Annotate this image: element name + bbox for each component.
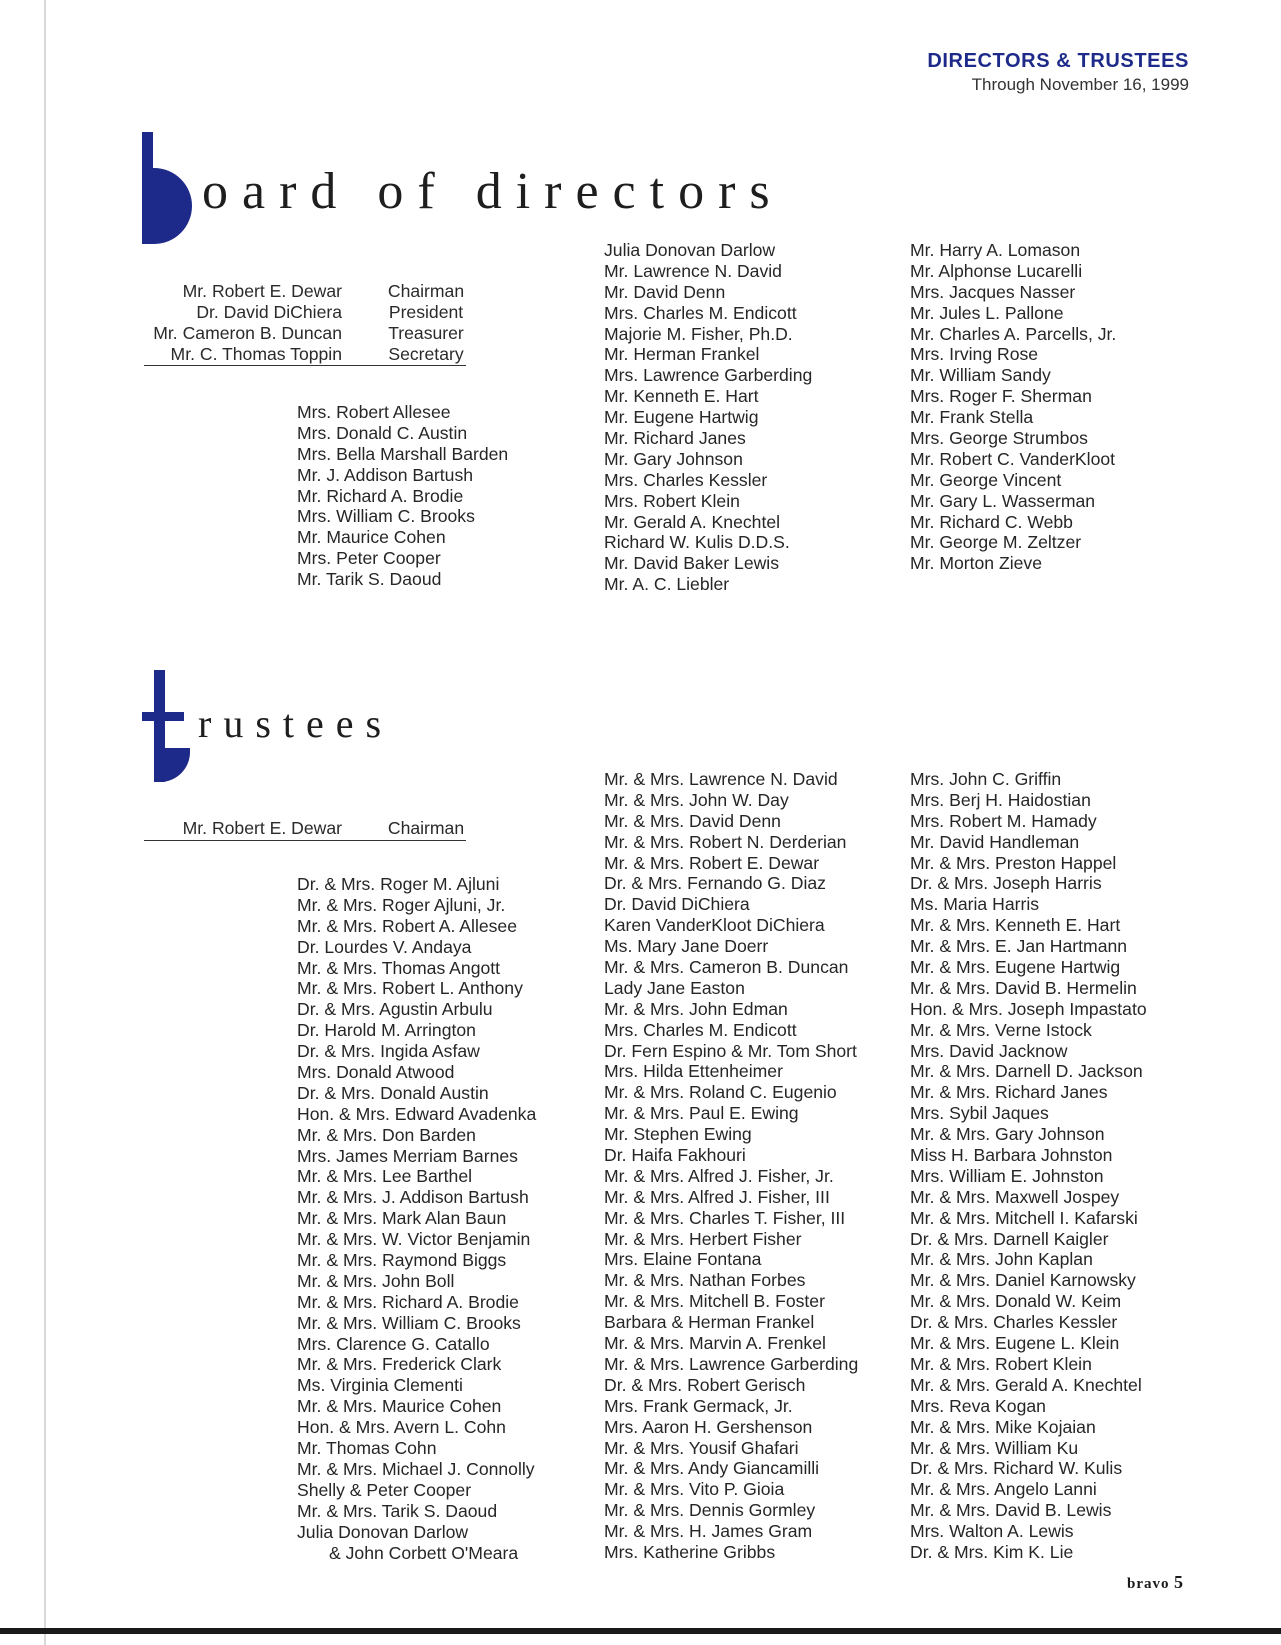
officer-name: Mr. Cameron B. Duncan xyxy=(153,323,342,343)
name-entry: Mr. & Mrs. David B. Lewis xyxy=(910,1500,1112,1521)
name-entry: Mr. & Mrs. Tarik S. Daoud xyxy=(297,1500,498,1521)
name-entry: Mrs. Charles Kessler xyxy=(604,469,768,490)
name-entry: Mrs. Jacques Nasser xyxy=(910,281,1076,302)
chair-divider xyxy=(144,840,466,841)
trustees-initial-crossbar xyxy=(142,712,184,721)
name-entry: Hon. & Mrs. Joseph Impastato xyxy=(910,998,1147,1019)
name-entry: Mrs. Peter Cooper xyxy=(297,548,441,569)
name-entry: Mr. Robert C. VanderKloot xyxy=(910,448,1116,469)
name-entry: Mrs. James Merriam Barnes xyxy=(297,1145,518,1166)
name-entry: Mrs. David Jacknow xyxy=(910,1040,1068,1061)
name-entry: Mr. & Mrs. Eugene Hartwig xyxy=(910,957,1121,978)
name-entry: Mrs. Aaron H. Gershenson xyxy=(604,1416,813,1437)
name-entry: Mrs. Charles M. Endicott xyxy=(604,302,797,323)
name-entry: Mr. & Mrs. Mitchell B. Foster xyxy=(604,1291,825,1312)
trustees-initial-tail xyxy=(154,748,190,782)
name-entry: Mr. & Mrs. Lee Barthel xyxy=(297,1166,473,1187)
name-entry: Mrs. Robert Klein xyxy=(604,490,740,511)
officer-title: President xyxy=(388,302,464,322)
board-list-column-2 xyxy=(604,240,812,595)
name-entry: Mr. & Mrs. John Kaplan xyxy=(910,1249,1093,1270)
officer-row xyxy=(144,302,476,323)
name-entry: Mrs. Hilda Ettenheimer xyxy=(604,1061,783,1082)
officer-row xyxy=(144,281,476,302)
name-entry: Mr. & Mrs. Herbert Fisher xyxy=(604,1228,802,1249)
name-entry: Mr. & Mrs. Robert A. Allesee xyxy=(297,915,517,936)
name-entry: Mr. George M. Zeltzer xyxy=(910,532,1082,553)
chair-row xyxy=(144,818,476,839)
name-entry: Mrs. Elaine Fontana xyxy=(604,1249,762,1270)
name-entry: Mr. & Mrs. Verne Istock xyxy=(910,1019,1092,1040)
name-entry: Hon. & Mrs. Avern L. Cohn xyxy=(297,1417,506,1438)
page-footer xyxy=(1127,1572,1183,1593)
name-entry: Mr. & Mrs. Lawrence N. David xyxy=(604,769,838,789)
name-entry: Mrs. Reva Kogan xyxy=(910,1395,1046,1416)
name-entry: Mr. & Mrs. Mike Kojaian xyxy=(910,1416,1096,1437)
name-entry: Barbara & Herman Frankel xyxy=(604,1312,815,1333)
name-entry: Mr. & Mrs. Raymond Biggs xyxy=(297,1250,507,1271)
name-entry: Mr. & Mrs. Michael J. Connolly xyxy=(297,1458,535,1479)
name-entry: Majorie M. Fisher, Ph.D. xyxy=(604,323,793,344)
name-entry: Mr. & Mrs. Thomas Angott xyxy=(297,957,501,978)
name-entry: Dr. & Mrs. Robert Gerisch xyxy=(604,1374,806,1395)
name-entry: Mr. George Vincent xyxy=(910,469,1062,490)
name-entry: Mrs. Robert M. Hamady xyxy=(910,810,1097,831)
trustees-heading-rest: rustees xyxy=(198,701,394,746)
name-entry: Mr. & Mrs. Eugene L. Klein xyxy=(910,1333,1120,1354)
name-entry: Mr. David Denn xyxy=(604,281,726,302)
name-entry: Mr. & Mrs. Alfred J. Fisher, III xyxy=(604,1186,830,1207)
name-entry: Mr. J. Addison Bartush xyxy=(297,464,474,485)
name-entry: Mr. Tarik S. Daoud xyxy=(297,569,442,590)
trustees-chair xyxy=(144,818,476,839)
name-entry: Lady Jane Easton xyxy=(604,977,745,998)
name-entry: Mrs. Irving Rose xyxy=(910,344,1039,365)
name-entry: Mr. & Mrs. Robert L. Anthony xyxy=(297,978,523,999)
header-subtitle: Through November 16, 1999 xyxy=(971,75,1189,94)
name-entry: Ms. Maria Harris xyxy=(910,894,1040,915)
name-entry: Dr. & Mrs. Darnell Kaigler xyxy=(910,1228,1109,1249)
officer-name: Dr. David DiChiera xyxy=(196,302,342,322)
chair-title: Chairman xyxy=(387,818,465,838)
name-entry: Julia Donovan Darlow xyxy=(297,1521,469,1542)
name-entry: Mrs. Donald Atwood xyxy=(297,1062,455,1083)
name-entry: Mr. & Mrs. John W. Day xyxy=(604,789,789,810)
name-entry: Mr. Richard C. Webb xyxy=(910,511,1073,532)
trustees-heading xyxy=(140,668,480,788)
name-entry: Mrs. Katherine Gribbs xyxy=(604,1541,776,1562)
bottom-rule xyxy=(0,1628,1281,1634)
trustees-list-column-1 xyxy=(297,874,536,1563)
name-entry: Julia Donovan Darlow xyxy=(604,240,776,260)
officer-title: Treasurer xyxy=(388,323,464,343)
name-entry: Shelly & Peter Cooper xyxy=(297,1479,472,1500)
name-entry: Mr. & Mrs. W. Victor Benjamin xyxy=(297,1229,531,1250)
name-entry: Mr. & Mrs. Richard A. Brodie xyxy=(297,1291,519,1312)
name-entry: Mr. & Mrs. Marvin A. Frenkel xyxy=(604,1333,826,1354)
chair-name: Mr. Robert E. Dewar xyxy=(182,818,342,838)
name-entry: Dr. & Mrs. Kim K. Lie xyxy=(910,1541,1074,1562)
name-entry: Mrs. Clarence G. Catallo xyxy=(297,1333,490,1354)
board-heading xyxy=(140,130,820,250)
name-entry: Mr. & Mrs. Darnell D. Jackson xyxy=(910,1061,1143,1082)
name-entry: Dr. & Mrs. Fernando G. Diaz xyxy=(604,873,826,894)
page-number: 5 xyxy=(1174,1572,1183,1592)
name-entry: Mr. & Mrs. Angelo Lanni xyxy=(910,1479,1097,1500)
name-entry: Mr. & Mrs. Lawrence Garberding xyxy=(604,1353,859,1374)
officer-title: Secretary xyxy=(388,344,464,364)
name-entry: Mr. Richard A. Brodie xyxy=(297,485,464,506)
name-entry: Mrs. George Strumbos xyxy=(910,428,1088,449)
name-entry: Mr. & Mrs. H. James Gram xyxy=(604,1521,813,1542)
name-entry: Dr. & Mrs. Charles Kessler xyxy=(910,1312,1118,1333)
name-entry: Mr. & Mrs. Maxwell Jospey xyxy=(910,1186,1120,1207)
name-entry: Dr. & Mrs. Richard W. Kulis xyxy=(910,1458,1123,1479)
name-entry: Mr. & Mrs. J. Addison Bartush xyxy=(297,1187,529,1208)
name-entry: Mrs. Lawrence Garberding xyxy=(604,365,813,386)
name-entry: Mr. & Mrs. Paul E. Ewing xyxy=(604,1103,799,1124)
officer-title: Chairman xyxy=(387,281,465,301)
name-entry: Mrs. Charles M. Endicott xyxy=(604,1019,797,1040)
name-entry: Mrs. Berj H. Haidostian xyxy=(910,789,1091,810)
name-entry: Dr. & Mrs. Ingida Asfaw xyxy=(297,1041,480,1062)
name-entry: Mr. & Mrs. Nathan Forbes xyxy=(604,1270,806,1291)
name-entry: Mr. Herman Frankel xyxy=(604,344,760,365)
section-header xyxy=(927,50,1189,95)
name-entry: Mr. & Mrs. David B. Hermelin xyxy=(910,977,1137,998)
officer-row xyxy=(144,344,476,365)
name-entry: Mr. & Mrs. David Denn xyxy=(604,810,781,831)
name-entry: Mr. Gary L. Wasserman xyxy=(910,490,1096,511)
name-entry: Mr. Thomas Cohn xyxy=(297,1438,437,1459)
name-entry: Mr. & Mrs. Vito P. Gioia xyxy=(604,1479,785,1500)
name-entry: Mr. Alphonse Lucarelli xyxy=(910,260,1083,281)
name-entry: Mr. & Mrs. Gary Johnson xyxy=(910,1124,1105,1145)
name-entry: Mr. Maurice Cohen xyxy=(297,527,446,548)
name-entry: Mr. & Mrs. William Ku xyxy=(910,1437,1079,1458)
name-entry: Mr. Morton Zieve xyxy=(910,553,1042,574)
name-entry: Mr. & Mrs. Mitchell I. Kafarski xyxy=(910,1207,1138,1228)
name-entry: Mr. & Mrs. John Edman xyxy=(604,998,788,1019)
name-entry: Mrs. John C. Griffin xyxy=(910,769,1062,789)
name-entry: Mr. Lawrence N. David xyxy=(604,260,782,281)
name-entry: Mrs. Sybil Jaques xyxy=(910,1103,1049,1124)
name-entry: Mrs. William E. Johnston xyxy=(910,1165,1104,1186)
name-entry: Mr. & Mrs. Kenneth E. Hart xyxy=(910,915,1121,936)
name-entry: Dr. Fern Espino & Mr. Tom Short xyxy=(604,1040,857,1061)
name-entry: Mr. & Mrs. Gerald A. Knechtel xyxy=(910,1374,1142,1395)
name-entry: Miss H. Barbara Johnston xyxy=(910,1145,1113,1166)
name-entry: Mr. Charles A. Parcells, Jr. xyxy=(910,323,1117,344)
name-entry: Mr. & Mrs. Daniel Karnowsky xyxy=(910,1270,1136,1291)
name-entry: Dr. & Mrs. Donald Austin xyxy=(297,1082,489,1103)
name-entry: Dr. & Mrs. Joseph Harris xyxy=(910,873,1102,894)
name-entry: Mr. & Mrs. William C. Brooks xyxy=(297,1312,521,1333)
name-entry: Mr. & Mrs. Andy Giancamilli xyxy=(604,1458,820,1479)
officer-name: Mr. C. Thomas Toppin xyxy=(170,344,342,364)
name-entry: Mr. & Mrs. Robert N. Derderian xyxy=(604,831,847,852)
name-entry: Dr. & Mrs. Agustin Arbulu xyxy=(297,999,493,1020)
name-entry: Mrs. Bella Marshall Barden xyxy=(297,443,509,464)
name-entry: Mrs. Donald C. Austin xyxy=(297,422,468,443)
name-entry: Mr. & Mrs. Robert E. Dewar xyxy=(604,852,820,873)
board-initial-bowl xyxy=(142,168,192,244)
page-edge xyxy=(44,0,46,1645)
name-entry: & John Corbett O'Meara xyxy=(329,1542,519,1563)
name-entry: Karen VanderKloot DiChiera xyxy=(604,915,825,936)
name-entry: Mr. & Mrs. Don Barden xyxy=(297,1124,476,1145)
board-list-column-1 xyxy=(297,402,508,590)
name-entry: Mr. & Mrs. Frederick Clark xyxy=(297,1354,502,1375)
name-entry: Mr. Stephen Ewing xyxy=(604,1124,752,1145)
name-entry: Mr. & Mrs. Maurice Cohen xyxy=(297,1396,502,1417)
name-entry: Mr. & Mrs. Roger Ajluni, Jr. xyxy=(297,894,506,915)
name-entry: Mr. & Mrs. Alfred J. Fisher, Jr. xyxy=(604,1165,834,1186)
name-entry: Mr. William Sandy xyxy=(910,365,1051,386)
name-entry: Mr. Richard Janes xyxy=(604,428,746,449)
name-entry: Mr. & Mrs. Dennis Gormley xyxy=(604,1500,816,1521)
magazine-name: bravo xyxy=(1127,1576,1170,1592)
name-entry: Mr. & Mrs. Robert Klein xyxy=(910,1353,1092,1374)
name-entry: Mr. Gerald A. Knechtel xyxy=(604,511,781,532)
name-entry: Mr. A. C. Liebler xyxy=(604,574,730,595)
name-entry: Mr. & Mrs. Mark Alan Baun xyxy=(297,1208,507,1229)
name-entry: Mrs. William C. Brooks xyxy=(297,506,475,527)
name-entry: Mr. & Mrs. John Boll xyxy=(297,1270,455,1291)
header-title: DIRECTORS & TRUSTEES xyxy=(927,50,1189,72)
name-entry: Mr. David Handleman xyxy=(910,831,1080,852)
name-entry: Dr. Haifa Fakhouri xyxy=(604,1145,746,1166)
name-entry: Dr. David DiChiera xyxy=(604,894,750,915)
name-entry: Mr. Gary Johnson xyxy=(604,448,743,469)
officer-row xyxy=(144,323,476,344)
board-officers xyxy=(144,281,476,365)
name-entry: Mr. Frank Stella xyxy=(910,407,1034,428)
name-entry: Mrs. Robert Allesee xyxy=(297,402,451,422)
name-entry: Mr. & Mrs. Charles T. Fisher, III xyxy=(604,1207,846,1228)
name-entry: Mr. & Mrs. Cameron B. Duncan xyxy=(604,957,849,978)
trustees-list-column-2 xyxy=(604,769,858,1563)
name-entry: Mr. & Mrs. E. Jan Hartmann xyxy=(910,936,1128,957)
officers-divider xyxy=(144,365,466,366)
name-entry: Mr. David Baker Lewis xyxy=(604,553,780,574)
name-entry: Mr. & Mrs. Roland C. Eugenio xyxy=(604,1082,837,1103)
name-entry: Mrs. Roger F. Sherman xyxy=(910,386,1092,407)
name-entry: Hon. & Mrs. Edward Avadenka xyxy=(297,1103,537,1124)
name-entry: Mrs. Frank Germack, Jr. xyxy=(604,1395,793,1416)
name-entry: Ms. Mary Jane Doerr xyxy=(604,936,769,957)
board-list-column-3 xyxy=(910,240,1116,574)
name-entry: Mr. & Mrs. Preston Happel xyxy=(910,852,1117,873)
name-entry: Mr. & Mrs. Richard Janes xyxy=(910,1082,1108,1103)
name-entry: Mr. & Mrs. Yousif Ghafari xyxy=(604,1437,799,1458)
name-entry: Mr. Kenneth E. Hart xyxy=(604,386,759,407)
name-entry: Mr. Harry A. Lomason xyxy=(910,240,1081,260)
name-entry: Dr. Lourdes V. Andaya xyxy=(297,936,472,957)
name-entry: Mrs. Walton A. Lewis xyxy=(910,1521,1074,1542)
name-entry: Dr. & Mrs. Roger M. Ajluni xyxy=(297,874,500,894)
name-entry: Mr. & Mrs. Donald W. Keim xyxy=(910,1291,1122,1312)
officer-name: Mr. Robert E. Dewar xyxy=(182,281,342,301)
trustees-list-column-3 xyxy=(910,769,1147,1563)
board-heading-rest: oard of directors xyxy=(202,163,784,220)
name-entry: Mr. Jules L. Pallone xyxy=(910,302,1064,323)
name-entry: Dr. Harold M. Arrington xyxy=(297,1020,476,1041)
name-entry: Richard W. Kulis D.D.S. xyxy=(604,532,790,553)
name-entry: Mr. Eugene Hartwig xyxy=(604,407,759,428)
name-entry: Ms. Virginia Clementi xyxy=(297,1375,463,1396)
